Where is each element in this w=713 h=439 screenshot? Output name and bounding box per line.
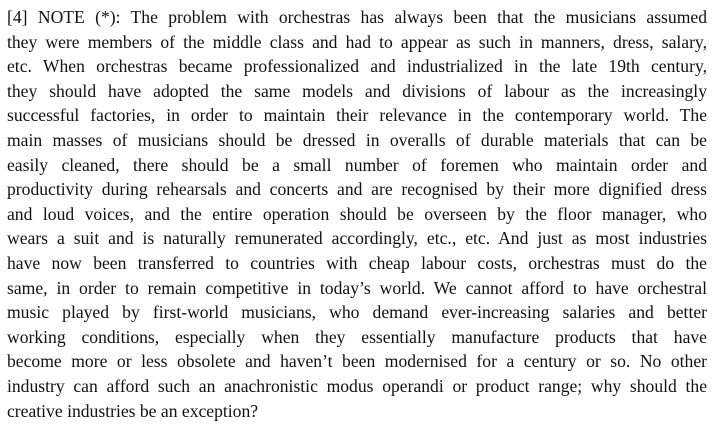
text-line: productivity during rehearsals and concerts and are recognised by their more dignified dress bbox=[7, 179, 707, 200]
text-line: creative industries be an exception? bbox=[7, 400, 259, 421]
text-line: have now been transferred to countries with cheap labour costs, orchestras must do the bbox=[7, 252, 707, 273]
text-line: working conditions, especially when they essentially manufacture products that have bbox=[7, 326, 707, 347]
text-line: successful factories, in order to maintain their relevance in the contemporary world. The bbox=[7, 105, 707, 126]
footnote-paragraph bbox=[7, 5, 707, 423]
text-line: easily cleaned, there should be a small number of foremen who maintain order and bbox=[7, 154, 707, 175]
text-line: [4] NOTE (*): The problem with orchestras has always been that the musicians assumed bbox=[7, 7, 707, 27]
text-line: industry can afford such an anachronistic modus operandi or product range; why should the bbox=[7, 375, 707, 396]
text-line: wears a suit and is naturally remunerated accordingly, etc., etc. And just as most industries bbox=[7, 228, 707, 249]
text-line: same, in order to remain competitive in today’s world. We cannot afford to have orchestral bbox=[7, 277, 707, 298]
text-line: they were members of the middle class and had to appear as such in manners, dress, salary, bbox=[7, 31, 707, 52]
text-line: and loud voices, and the entire operation should be overseen by the floor manager, who bbox=[7, 203, 707, 224]
text-line: they should have adopted the same models and divisions of labour as the increasingly bbox=[7, 80, 707, 101]
text-line: etc. When orchestras became professionalized and industrialized in the late 19th century, bbox=[7, 56, 707, 77]
text-line: main masses of musicians should be dressed in overalls of durable materials that can be bbox=[7, 129, 707, 150]
text-line: become more or less obsolete and haven’t been modernised for a century or so. No other bbox=[7, 351, 707, 372]
text-line: music played by first-world musicians, who demand ever-increasing salaries and better bbox=[7, 302, 707, 323]
